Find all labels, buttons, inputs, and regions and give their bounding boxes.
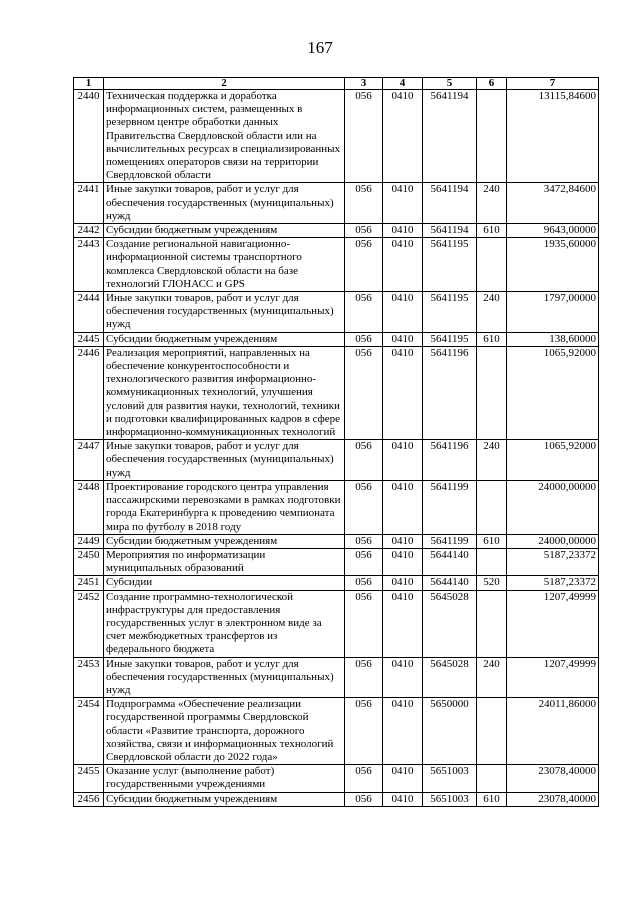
- amount-cell: 13115,84600: [507, 90, 599, 183]
- section-code-cell: 0410: [383, 657, 423, 698]
- table-row: [74, 183, 599, 224]
- section-code-cell: 0410: [383, 792, 423, 806]
- row-number-cell: 2445: [74, 332, 104, 346]
- column-header: 7: [507, 78, 599, 90]
- amount-cell: 3472,84600: [507, 183, 599, 224]
- section-code-cell: 0410: [383, 590, 423, 657]
- row-number-cell: 2450: [74, 548, 104, 575]
- target-code-cell: 5641199: [423, 480, 477, 534]
- target-code-cell: 5651003: [423, 792, 477, 806]
- row-number-cell: 2454: [74, 698, 104, 765]
- department-code-cell: 056: [345, 346, 383, 439]
- expense-type-cell: 610: [477, 332, 507, 346]
- section-code-cell: 0410: [383, 292, 423, 333]
- section-code-cell: 0410: [383, 534, 423, 548]
- item-name-cell: Подпрограмма «Обеспечение реализации государственной программы Свердловской области «Развитие транспорта, дорожного хозяйства, связи и информационных технологий Свердловской области до 2022 года»: [104, 698, 345, 765]
- department-code-cell: 056: [345, 292, 383, 333]
- table-header-row: [74, 78, 599, 90]
- expense-type-cell: 240: [477, 183, 507, 224]
- item-name-cell: Создание региональной навигационно-информационной системы транспортного комплекса Свердловской области на базе технологий ГЛОНАСС и GPS: [104, 238, 345, 292]
- section-code-cell: 0410: [383, 90, 423, 183]
- expense-type-cell: [477, 590, 507, 657]
- item-name-cell: Реализация мероприятий, направленных на обеспечение конкурентоспособности и технологического развития информационно-коммуникационных технологий, улучшения условий для развития науки, технологий, техники и подготовки квалифицированных кадров в сфере информационно-коммуникационных технологий: [104, 346, 345, 439]
- amount-cell: 138,60000: [507, 332, 599, 346]
- column-header: 4: [383, 78, 423, 90]
- section-code-cell: 0410: [383, 698, 423, 765]
- department-code-cell: 056: [345, 224, 383, 238]
- section-code-cell: 0410: [383, 440, 423, 481]
- amount-cell: 1207,49999: [507, 657, 599, 698]
- item-name-cell: Субсидии: [104, 576, 345, 590]
- section-code-cell: 0410: [383, 765, 423, 792]
- table-row: [74, 534, 599, 548]
- item-name-cell: Субсидии бюджетным учреждениям: [104, 792, 345, 806]
- amount-cell: 24011,86000: [507, 698, 599, 765]
- department-code-cell: 056: [345, 657, 383, 698]
- section-code-cell: 0410: [383, 480, 423, 534]
- expense-type-cell: 240: [477, 292, 507, 333]
- expense-type-cell: [477, 765, 507, 792]
- row-number-cell: 2447: [74, 440, 104, 481]
- expense-type-cell: [477, 346, 507, 439]
- row-number-cell: 2449: [74, 534, 104, 548]
- target-code-cell: 5644140: [423, 576, 477, 590]
- target-code-cell: 5645028: [423, 657, 477, 698]
- item-name-cell: Иные закупки товаров, работ и услуг для обеспечения государственных (муниципальных) нужд: [104, 292, 345, 333]
- item-name-cell: Субсидии бюджетным учреждениям: [104, 332, 345, 346]
- department-code-cell: 056: [345, 534, 383, 548]
- row-number-cell: 2452: [74, 590, 104, 657]
- target-code-cell: 5641194: [423, 90, 477, 183]
- table-row: [74, 480, 599, 534]
- amount-cell: 24000,00000: [507, 534, 599, 548]
- amount-cell: 1935,60000: [507, 238, 599, 292]
- amount-cell: 1207,49999: [507, 590, 599, 657]
- section-code-cell: 0410: [383, 332, 423, 346]
- row-number-cell: 2453: [74, 657, 104, 698]
- table-body: [74, 90, 599, 807]
- page-number: 167: [307, 38, 333, 57]
- department-code-cell: 056: [345, 765, 383, 792]
- table-row: [74, 292, 599, 333]
- row-number-cell: 2444: [74, 292, 104, 333]
- section-code-cell: 0410: [383, 224, 423, 238]
- column-header: 6: [477, 78, 507, 90]
- item-name-cell: Субсидии бюджетным учреждениям: [104, 224, 345, 238]
- item-name-cell: Оказание услуг (выполнение работ) государственными учреждениями: [104, 765, 345, 792]
- section-code-cell: 0410: [383, 346, 423, 439]
- amount-cell: 5187,23372: [507, 548, 599, 575]
- row-number-cell: 2442: [74, 224, 104, 238]
- amount-cell: 1797,00000: [507, 292, 599, 333]
- expense-type-cell: 610: [477, 534, 507, 548]
- row-number-cell: 2455: [74, 765, 104, 792]
- row-number-cell: 2451: [74, 576, 104, 590]
- table-row: [74, 332, 599, 346]
- column-header: 3: [345, 78, 383, 90]
- table-row: [74, 346, 599, 439]
- item-name-cell: Проектирование городского центра управления пассажирскими перевозками в рамках подготовки города Екатеринбурга к проведению чемпионата мира по футболу в 2018 году: [104, 480, 345, 534]
- expense-type-cell: [477, 698, 507, 765]
- expense-type-cell: 610: [477, 792, 507, 806]
- table-row: [74, 792, 599, 806]
- table-row: [74, 90, 599, 183]
- amount-cell: 5187,23372: [507, 576, 599, 590]
- table-row: [74, 238, 599, 292]
- table-row: [74, 590, 599, 657]
- table-row: [74, 657, 599, 698]
- target-code-cell: 5641199: [423, 534, 477, 548]
- column-header: 2: [104, 78, 345, 90]
- item-name-cell: Субсидии бюджетным учреждениям: [104, 534, 345, 548]
- target-code-cell: 5644140: [423, 548, 477, 575]
- table-row: [74, 224, 599, 238]
- amount-cell: 23078,40000: [507, 792, 599, 806]
- amount-cell: 23078,40000: [507, 765, 599, 792]
- expense-type-cell: [477, 480, 507, 534]
- department-code-cell: 056: [345, 90, 383, 183]
- expense-type-cell: 520: [477, 576, 507, 590]
- row-number-cell: 2443: [74, 238, 104, 292]
- department-code-cell: 056: [345, 576, 383, 590]
- department-code-cell: 056: [345, 698, 383, 765]
- expense-type-cell: 240: [477, 657, 507, 698]
- department-code-cell: 056: [345, 183, 383, 224]
- target-code-cell: 5650000: [423, 698, 477, 765]
- section-code-cell: 0410: [383, 238, 423, 292]
- table-row: [74, 698, 599, 765]
- column-header: 5: [423, 78, 477, 90]
- department-code-cell: 056: [345, 332, 383, 346]
- row-number-cell: 2446: [74, 346, 104, 439]
- target-code-cell: 5641195: [423, 292, 477, 333]
- table-row: [74, 576, 599, 590]
- item-name-cell: Иные закупки товаров, работ и услуг для обеспечения государственных (муниципальных) нужд: [104, 440, 345, 481]
- department-code-cell: 056: [345, 792, 383, 806]
- expense-type-cell: [477, 238, 507, 292]
- target-code-cell: 5641195: [423, 238, 477, 292]
- section-code-cell: 0410: [383, 576, 423, 590]
- amount-cell: 24000,00000: [507, 480, 599, 534]
- target-code-cell: 5641196: [423, 346, 477, 439]
- department-code-cell: 056: [345, 548, 383, 575]
- expense-type-cell: [477, 90, 507, 183]
- column-header: 1: [74, 78, 104, 90]
- table-row: [74, 548, 599, 575]
- section-code-cell: 0410: [383, 183, 423, 224]
- expense-type-cell: 610: [477, 224, 507, 238]
- target-code-cell: 5651003: [423, 765, 477, 792]
- row-number-cell: 2456: [74, 792, 104, 806]
- department-code-cell: 056: [345, 440, 383, 481]
- item-name-cell: Иные закупки товаров, работ и услуг для обеспечения государственных (муниципальных) нужд: [104, 183, 345, 224]
- department-code-cell: 056: [345, 590, 383, 657]
- item-name-cell: Иные закупки товаров, работ и услуг для обеспечения государственных (муниципальных) нужд: [104, 657, 345, 698]
- row-number-cell: 2441: [74, 183, 104, 224]
- item-name-cell: Мероприятия по информатизации муниципальных образований: [104, 548, 345, 575]
- target-code-cell: 5645028: [423, 590, 477, 657]
- amount-cell: 1065,92000: [507, 346, 599, 439]
- expense-type-cell: 240: [477, 440, 507, 481]
- expense-type-cell: [477, 548, 507, 575]
- amount-cell: 9643,00000: [507, 224, 599, 238]
- table-row: [74, 765, 599, 792]
- target-code-cell: 5641195: [423, 332, 477, 346]
- department-code-cell: 056: [345, 480, 383, 534]
- section-code-cell: 0410: [383, 548, 423, 575]
- budget-table: [73, 77, 599, 807]
- department-code-cell: 056: [345, 238, 383, 292]
- table-row: [74, 440, 599, 481]
- row-number-cell: 2440: [74, 90, 104, 183]
- item-name-cell: Техническая поддержка и доработка информационных систем, размещенных в резервном центре обработки данных Правительства Свердловской области или на вычислительных ресурсах в специализированных помещениях операторов связи на территории Свердловской области: [104, 90, 345, 183]
- amount-cell: 1065,92000: [507, 440, 599, 481]
- target-code-cell: 5641194: [423, 224, 477, 238]
- row-number-cell: 2448: [74, 480, 104, 534]
- target-code-cell: 5641196: [423, 440, 477, 481]
- item-name-cell: Создание программно-технологической инфраструктуры для предоставления государственных услуг в электронном виде за счет межбюджетных трансфертов из федерального бюджета: [104, 590, 345, 657]
- target-code-cell: 5641194: [423, 183, 477, 224]
